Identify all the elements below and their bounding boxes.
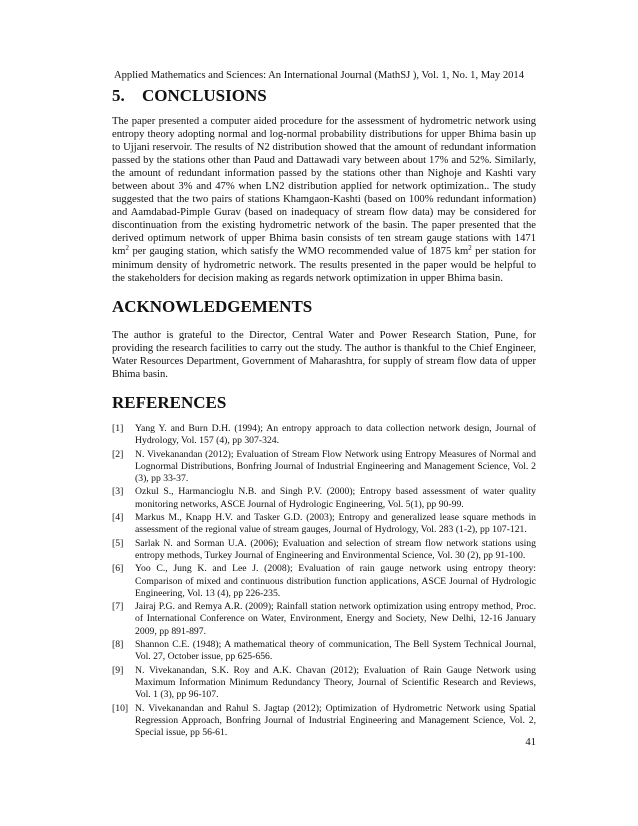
reference-text: Yoo C., Jung K. and Lee J. (2008); Evaluation of rain gauge network using entropy theory: Comparison of mixed and continuous distribution function applications, ASCE Journal of Hydrologic Engineering, Vol. 13 (4), pp 226-235.	[135, 563, 536, 599]
reference-text: Shannon C.E. (1948); A mathematical theory of communication, The Bell System Technical Journal, Vol. 27, October issue, pp 625-656.	[135, 639, 536, 663]
reference-number: [10]	[112, 702, 129, 714]
acknowledgements-paragraph: The author is grateful to the Director, Central Water and Power Research Station, Pune, for providing the research facilities to carry out the study. The author is thankful to the Chief Engineer, Water Resources Department, Government of Maharashtra, for supply of stream flow data of upper Bhima basin.	[112, 330, 536, 381]
conclusions-text-2: per gauging station, which satisfy the WMO recommended value of 1875 km	[129, 246, 469, 258]
reference-item	[112, 665, 536, 702]
reference-item	[112, 486, 536, 511]
reference-number: [1]	[112, 423, 124, 434]
references-list	[112, 423, 536, 740]
superscript: 2	[125, 244, 130, 253]
page-number: 41	[525, 737, 536, 748]
reference-number: [8]	[112, 639, 124, 651]
conclusions-heading	[112, 86, 267, 106]
reference-item	[112, 449, 536, 486]
superscript: 2	[468, 244, 472, 253]
reference-text: N. Vivekanandan and Rahul S. Jagtap (2012); Optimization of Hydrometric Network using Spatial Regression Approach, Bonfring Journal of Industrial Engineering and Management Science, Vol. 2, Special issue, pp 56-61.	[135, 702, 536, 739]
reference-number: [7]	[112, 601, 124, 613]
reference-text: Jairaj P.G. and Remya A.R. (2009); Rainfall station network optimization using entropy method, Proc. of International Conference on Water, Environment, Energy and Society, New Delhi, 12-16 January 2009, pp 891-897.	[135, 601, 536, 637]
reference-number: [3]	[112, 486, 124, 498]
references-heading: REFERENCES	[112, 393, 227, 412]
reference-item	[112, 538, 536, 563]
reference-number: [4]	[112, 512, 124, 524]
section-number: 5.	[112, 86, 125, 105]
running-header: Applied Mathematics and Sciences: An International Journal (MathSJ ), Vol. 1, No. 1, May 2014	[113, 70, 525, 81]
reference-number: [2]	[112, 448, 124, 460]
section-title: CONCLUSIONS	[142, 86, 267, 105]
reference-item	[112, 563, 536, 600]
conclusions-paragraph	[112, 115, 536, 285]
reference-text: N. Vivekanandan, S.K. Roy and A.K. Chavan (2012); Evaluation of Rain Gauge Network using Maximum Information Minimum Redundancy Theory, Journal of Scientific Research and Reviews, Vol. 1 (3), pp 96-107.	[135, 664, 536, 701]
reference-number: [9]	[112, 664, 124, 676]
reference-item	[112, 423, 536, 448]
reference-text: Markus M., Knapp H.V. and Tasker G.D. (2003); Entropy and generalized lease square methods in assessment of the regional value of stream gauges, Journal of Hydrology, Vol. 283 (1-2), pp 107-121.	[135, 512, 536, 536]
reference-item	[112, 601, 536, 638]
reference-item	[112, 703, 536, 740]
reference-text: Yang Y. and Burn D.H. (1994); An entropy approach to data collection network design, Journal of Hydrology, Vol. 157 (4), pp 307-324.	[135, 423, 536, 447]
acknowledgements-heading: ACKNOWLEDGEMENTS	[112, 297, 313, 316]
reference-item	[112, 639, 536, 664]
reference-item	[112, 512, 536, 537]
reference-number: [6]	[112, 563, 124, 575]
reference-text: Sarlak N. and Sorman U.A. (2006); Evaluation and selection of stream flow network stations using entropy methods, Turkey Journal of Engineering and Environmental Science, Vol. 30 (2), pp 91-100.	[135, 537, 536, 561]
reference-text: N. Vivekanandan (2012); Evaluation of Stream Flow Network using Entropy Measures of Normal and Lognormal Distributions, Bonfring Journal of Industrial Engineering and Management Science, Vol. 2 (3), pp 33-37.	[135, 448, 536, 485]
reference-number: [5]	[112, 537, 124, 549]
conclusions-text-1: The paper presented a computer aided procedure for the assessment of hydrometric network using entropy theory adopting normal and log-normal probability distributions for upper Bhima basin up to Ujjani reservoir. The results of N2 distribution showed that the amount of redundant information passed by the stations other than Paud and Dattawadi vary between about 17% and 52%. Similarly, the amount of redundant information passed by the stations other than Nighoje and Kashti vary between about 3% and 47% when LN2 distribution applied for network optimization.. The study suggested that the two pairs of stations Khamgaon-Kashti (based on 100% redundant information) and Aamdabad-Pimple Gurav (based on inadequacy of stream flow data) may be considered for discontinuation from the existing hydrometric network of the basin. The paper presented that the derived optimum network of upper Bhima basin consists of ten stream gauge stations with 1471 km	[112, 116, 536, 258]
reference-text: Ozkul S., Harmancioglu N.B. and Singh P.V. (2000); Entropy based assessment of water quality monitoring networks, ASCE Journal of Hydrologic Engineering, Vol. 5(1), pp 90-99.	[135, 486, 536, 510]
conclusions-text-3: per station for minimum density of hydrometric network. The results presented in the paper would be helpful to the stakeholders for decision making as regards network optimization in upper Bhima basin.	[112, 246, 536, 284]
